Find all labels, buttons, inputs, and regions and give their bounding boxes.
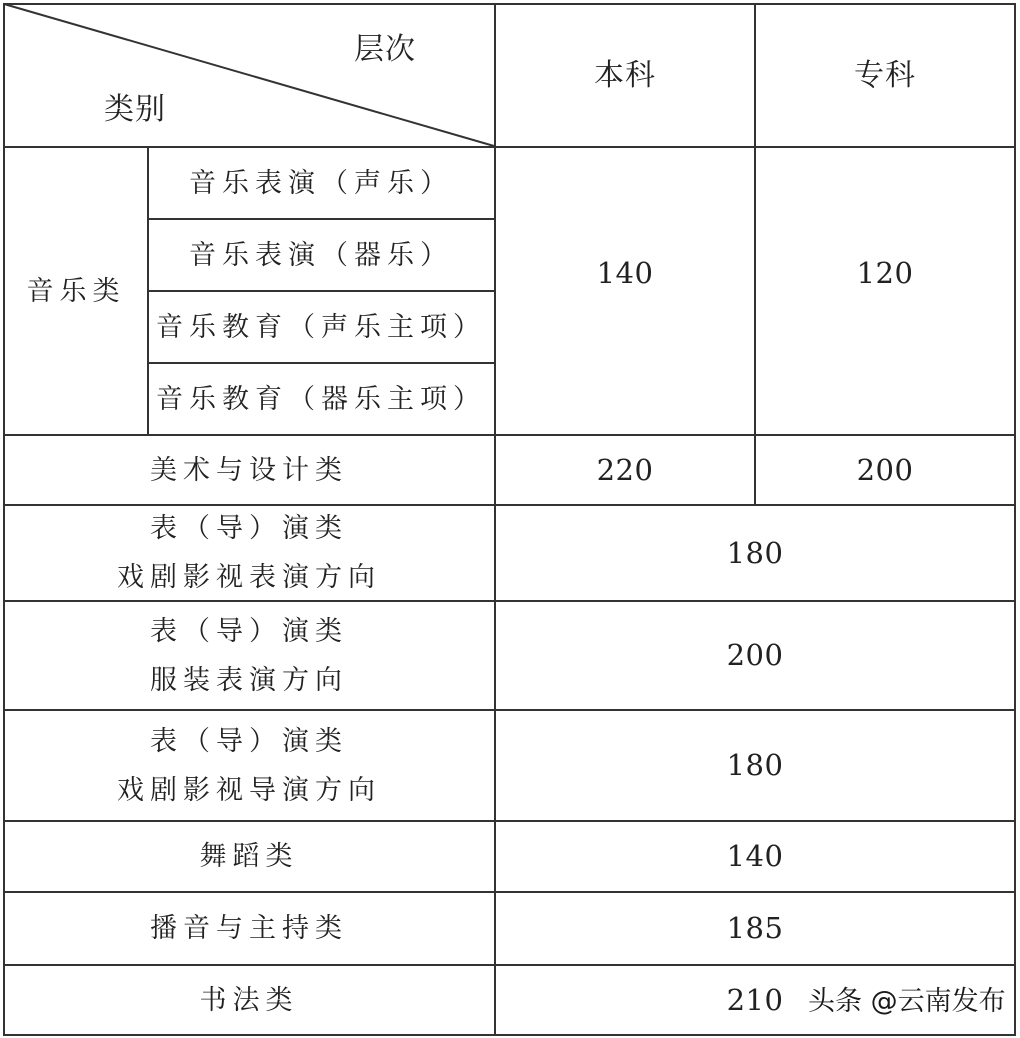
grid-line-row-2	[3, 709, 1016, 711]
grid-line-left	[3, 3, 5, 1036]
grid-line-row-3	[3, 820, 1016, 822]
art-zhuanke-score: 200	[856, 452, 914, 487]
row-3-line1: 表（导）演类	[150, 725, 348, 757]
grid-line-row-5	[3, 964, 1016, 966]
row-5-label: 播音与主持类	[150, 913, 348, 944]
header-benke: 本科	[594, 58, 656, 93]
grid-line-label-divider	[494, 3, 496, 1036]
row-3-score: 180	[726, 748, 784, 782]
row-1-label	[4, 505, 494, 601]
row-3-label	[4, 710, 494, 821]
row-4-score: 140	[726, 839, 784, 873]
grid-line-music-inner	[147, 146, 149, 436]
music-item-3: 音乐教育（声乐主项）	[156, 311, 486, 343]
row-3-line2: 戏剧影视导演方向	[117, 774, 381, 806]
grid-line-bottom	[3, 1034, 1016, 1036]
row-1-line1: 表（导）演类	[150, 513, 348, 544]
grid-line-right	[1014, 3, 1016, 1036]
row-2-line2: 服装表演方向	[150, 664, 348, 696]
row-6-score: 210	[726, 982, 784, 1017]
row-2-line1: 表（导）演类	[150, 615, 348, 647]
row-2-label	[4, 601, 494, 710]
music-item-1: 音乐表演（声乐）	[189, 167, 453, 199]
grid-line-row-4	[3, 891, 1016, 893]
header-zhuanke: 专科	[854, 58, 916, 93]
music-item-4: 音乐教育（器乐主项）	[156, 383, 486, 415]
grid-line-music-1	[148, 218, 495, 220]
row-2-score: 200	[726, 638, 784, 672]
row-4-label: 舞蹈类	[199, 841, 299, 872]
row-1-line2: 戏剧影视表演方向	[117, 562, 381, 593]
grid-line-music-3	[148, 362, 495, 364]
row-1-score: 180	[726, 535, 784, 570]
grid-line-music-bottom	[3, 434, 1016, 436]
watermark: 头条 @云南发布	[808, 986, 1006, 1017]
music-zhuanke-score: 120	[856, 255, 914, 290]
grid-line-top	[3, 3, 1016, 5]
row-5-score: 185	[726, 911, 784, 945]
music-benke-score: 140	[596, 255, 654, 290]
header-level-label: 层次	[354, 31, 416, 67]
music-item-2: 音乐表演（器乐）	[189, 239, 453, 271]
art-benke-score: 220	[596, 452, 654, 487]
grid-line-row-1	[3, 600, 1016, 602]
row-6-label: 书法类	[199, 984, 299, 1016]
grid-line-level-divider	[754, 3, 756, 506]
grid-line-header-bottom	[3, 146, 1016, 148]
music-group-label: 音乐类	[26, 275, 126, 307]
art-label: 美术与设计类	[150, 454, 348, 486]
grid-line-music-2	[148, 290, 495, 292]
grid-line-art-bottom	[3, 504, 1016, 506]
header-category-label: 类别	[104, 91, 166, 127]
